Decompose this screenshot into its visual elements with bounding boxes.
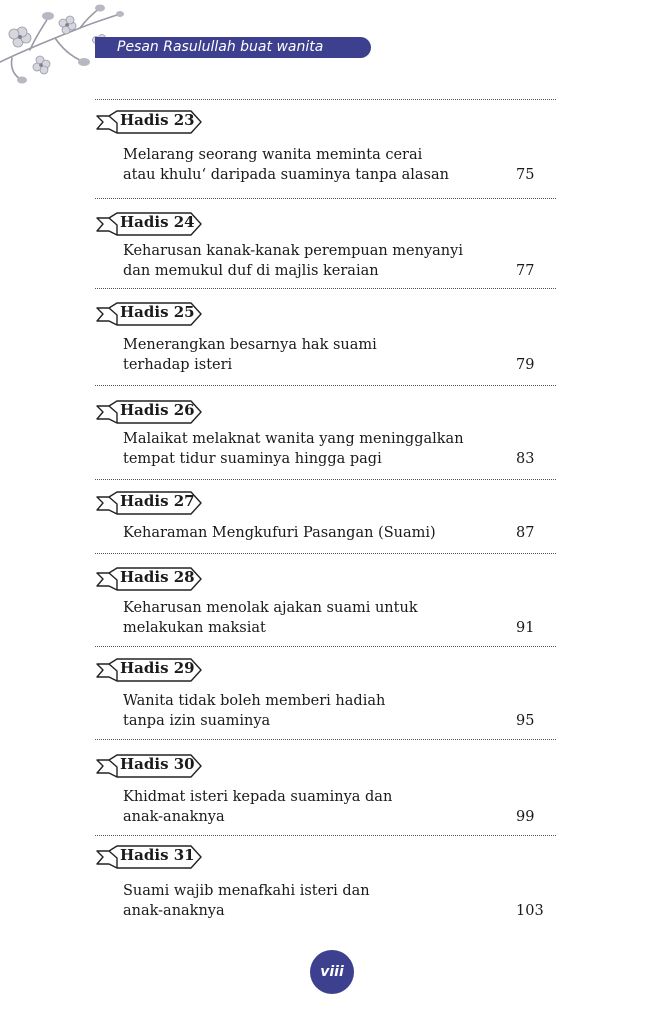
entry-title-line: tempat tidur suaminya hingga pagi — [123, 451, 382, 467]
entry-title-line: anak-anaknya — [123, 903, 225, 919]
separator — [95, 479, 556, 480]
entry-title-line: Keharusan menolak ajakan suami untuk — [123, 600, 418, 616]
entry-title-line: Keharusan kanak-kanak perempuan menyanyi — [123, 243, 463, 259]
page-number: 91 — [516, 620, 535, 636]
entry-title-line: melakukan maksiat — [123, 620, 266, 636]
page-number: 103 — [516, 903, 544, 919]
entry-title-line: dan memukul duf di majlis keraian — [123, 263, 379, 279]
entry-title-line: Malaikat melaknat wanita yang meninggalkan — [123, 431, 464, 447]
entry-title-line: Menerangkan besarnya hak suami — [123, 337, 377, 353]
separator — [95, 646, 556, 647]
separator — [95, 288, 556, 289]
hadis-label: Hadis 25 — [120, 303, 195, 321]
separator — [95, 835, 556, 836]
hadis-label: Hadis 26 — [120, 401, 195, 419]
separator — [95, 198, 556, 199]
entry-title-line: anak-anaknya — [123, 809, 225, 825]
page-number: 95 — [516, 713, 535, 729]
hadis-label: Hadis 27 — [120, 492, 195, 510]
entry-title-line: Melarang seorang wanita meminta cerai — [123, 147, 423, 163]
hadis-label: Hadis 28 — [120, 568, 195, 586]
running-header-title: Pesan Rasulullah buat wanita — [117, 39, 324, 55]
entry-title-line: Suami wajib menafkahi isteri dan — [123, 883, 370, 899]
page-number: 77 — [516, 263, 535, 279]
hadis-label: Hadis 30 — [120, 755, 195, 773]
separator — [95, 385, 556, 386]
page-number: 79 — [516, 357, 535, 373]
entry-title-line: terhadap isteri — [123, 357, 233, 373]
entry-title-line: atau khulu‘ daripada suaminya tanpa alasan — [123, 167, 449, 183]
entry-title-line: Khidmat isteri kepada suaminya dan — [123, 789, 393, 805]
hadis-label: Hadis 29 — [120, 659, 195, 677]
running-header — [95, 37, 371, 58]
separator — [95, 553, 556, 554]
hadis-label: Hadis 24 — [120, 213, 195, 231]
footer-page-number — [310, 950, 354, 994]
page-number: 87 — [516, 525, 535, 541]
page-number: 99 — [516, 809, 535, 825]
entry-title-line: tanpa izin suaminya — [123, 713, 271, 729]
entry-title-line: Keharaman Mengkufuri Pasangan (Suami) — [123, 525, 436, 541]
hadis-label: Hadis 31 — [120, 846, 195, 864]
footer-page-number-text: viii — [320, 964, 344, 980]
page-number: 75 — [516, 167, 535, 183]
hadis-label: Hadis 23 — [120, 111, 195, 129]
separator — [95, 99, 556, 100]
page-number: 83 — [516, 451, 535, 467]
separator — [95, 739, 556, 740]
entry-title-line: Wanita tidak boleh memberi hadiah — [123, 693, 386, 709]
